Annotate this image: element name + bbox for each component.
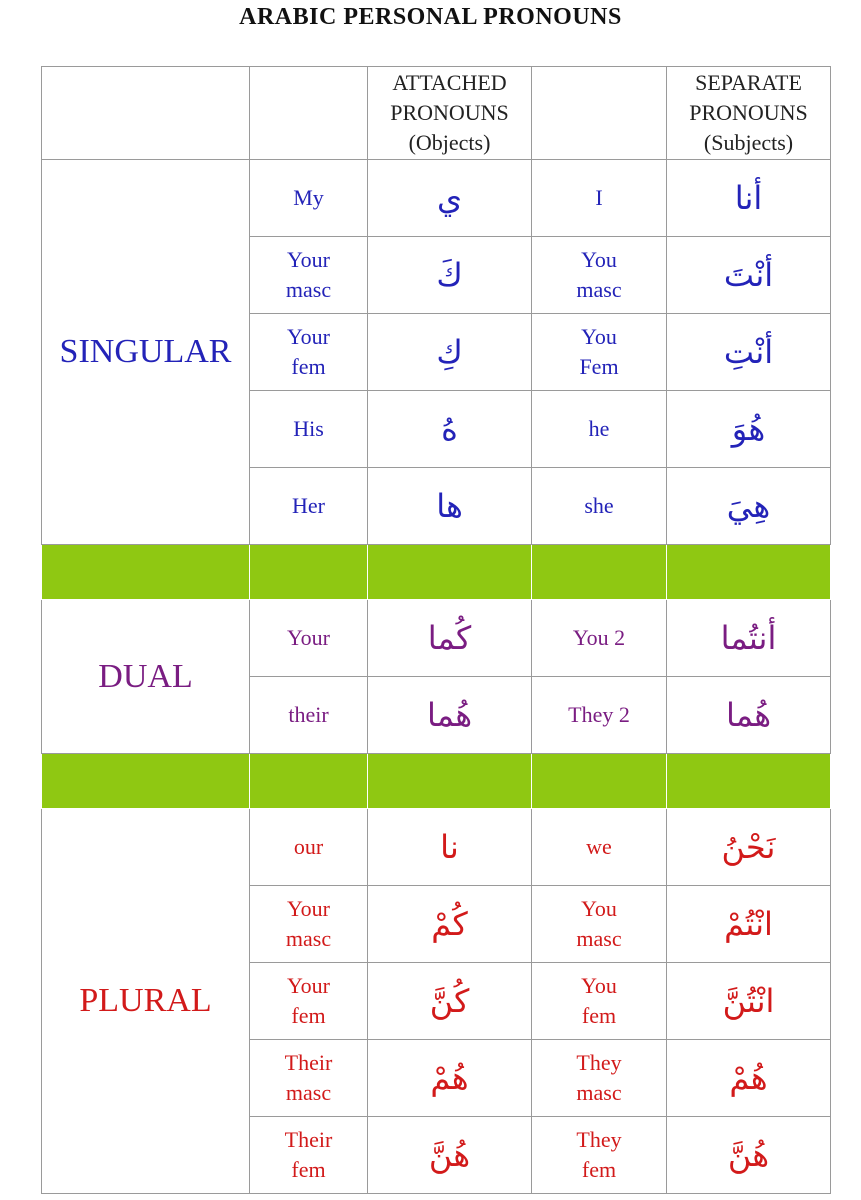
separator-cell (42, 545, 250, 600)
header-separate-pronouns: SEPARATE PRONOUNS (Subjects) (667, 67, 831, 160)
possessive-cell: Your masc (250, 237, 368, 314)
header-empty-cell (250, 67, 368, 160)
pronoun-table (41, 66, 831, 1194)
subject-cell: They 2 (532, 677, 667, 754)
separate-pronoun-cell: أنتُما (667, 600, 831, 677)
subject-cell: You 2 (532, 600, 667, 677)
separator-cell (368, 754, 532, 809)
header-attached-pronouns: ATTACHED PRONOUNS (Objects) (368, 67, 532, 160)
separator-cell (250, 754, 368, 809)
pronoun-row (42, 809, 831, 886)
possessive-cell: Their fem (250, 1117, 368, 1194)
separator-cell (532, 754, 667, 809)
attached-pronoun-cell: كُمْ (368, 886, 532, 963)
page-title: ARABIC PERSONAL PRONOUNS (239, 4, 622, 30)
separator-cell (667, 754, 831, 809)
separate-pronoun-cell: هِيَ (667, 468, 831, 545)
possessive-cell: His (250, 391, 368, 468)
header-row (42, 67, 831, 160)
subject-cell: we (532, 809, 667, 886)
separate-pronoun-cell: أنْتَ (667, 237, 831, 314)
separate-pronoun-cell: انْتُنَّ (667, 963, 831, 1040)
attached-pronoun-cell: هُ (368, 391, 532, 468)
header-empty-cell (532, 67, 667, 160)
separate-pronoun-cell: أنْتِ (667, 314, 831, 391)
separator-cell (667, 545, 831, 600)
separate-pronoun-cell: هُمْ (667, 1040, 831, 1117)
possessive-cell: our (250, 809, 368, 886)
separator-band (42, 545, 831, 600)
possessive-cell: My (250, 160, 368, 237)
separate-pronoun-cell: هُوَ (667, 391, 831, 468)
dual-group-label: DUAL (42, 600, 250, 754)
pronoun-row (42, 160, 831, 237)
possessive-cell: Your (250, 600, 368, 677)
subject-cell: You masc (532, 237, 667, 314)
pronoun-row (42, 600, 831, 677)
possessive-cell: Your fem (250, 963, 368, 1040)
possessive-cell: Her (250, 468, 368, 545)
separate-pronoun-cell: نَحْنُ (667, 809, 831, 886)
possessive-cell: Your fem (250, 314, 368, 391)
separate-pronoun-cell: هُما (667, 677, 831, 754)
attached-pronoun-cell: هُما (368, 677, 532, 754)
separate-pronoun-cell: أنا (667, 160, 831, 237)
possessive-cell: Your masc (250, 886, 368, 963)
plural-group-label: PLURAL (42, 809, 250, 1194)
attached-pronoun-cell: ي (368, 160, 532, 237)
separator-cell (250, 545, 368, 600)
subject-cell: You masc (532, 886, 667, 963)
possessive-cell: Their masc (250, 1040, 368, 1117)
attached-pronoun-cell: نا (368, 809, 532, 886)
subject-cell: They fem (532, 1117, 667, 1194)
singular-group-label: SINGULAR (42, 160, 250, 545)
subject-cell: They masc (532, 1040, 667, 1117)
attached-pronoun-cell: ها (368, 468, 532, 545)
subject-cell: she (532, 468, 667, 545)
separator-cell (42, 754, 250, 809)
attached-pronoun-cell: هُمْ (368, 1040, 532, 1117)
separator-cell (532, 545, 667, 600)
subject-cell: You fem (532, 963, 667, 1040)
attached-pronoun-cell: كِ (368, 314, 532, 391)
subject-cell: You Fem (532, 314, 667, 391)
attached-pronoun-cell: كُما (368, 600, 532, 677)
separate-pronoun-cell: هُنَّ (667, 1117, 831, 1194)
separator-cell (368, 545, 532, 600)
attached-pronoun-cell: كُنَّ (368, 963, 532, 1040)
attached-pronoun-cell: كَ (368, 237, 532, 314)
separate-pronoun-cell: انْتُمْ (667, 886, 831, 963)
subject-cell: I (532, 160, 667, 237)
header-empty-cell (42, 67, 250, 160)
separator-band (42, 754, 831, 809)
possessive-cell: their (250, 677, 368, 754)
subject-cell: he (532, 391, 667, 468)
attached-pronoun-cell: هُنَّ (368, 1117, 532, 1194)
